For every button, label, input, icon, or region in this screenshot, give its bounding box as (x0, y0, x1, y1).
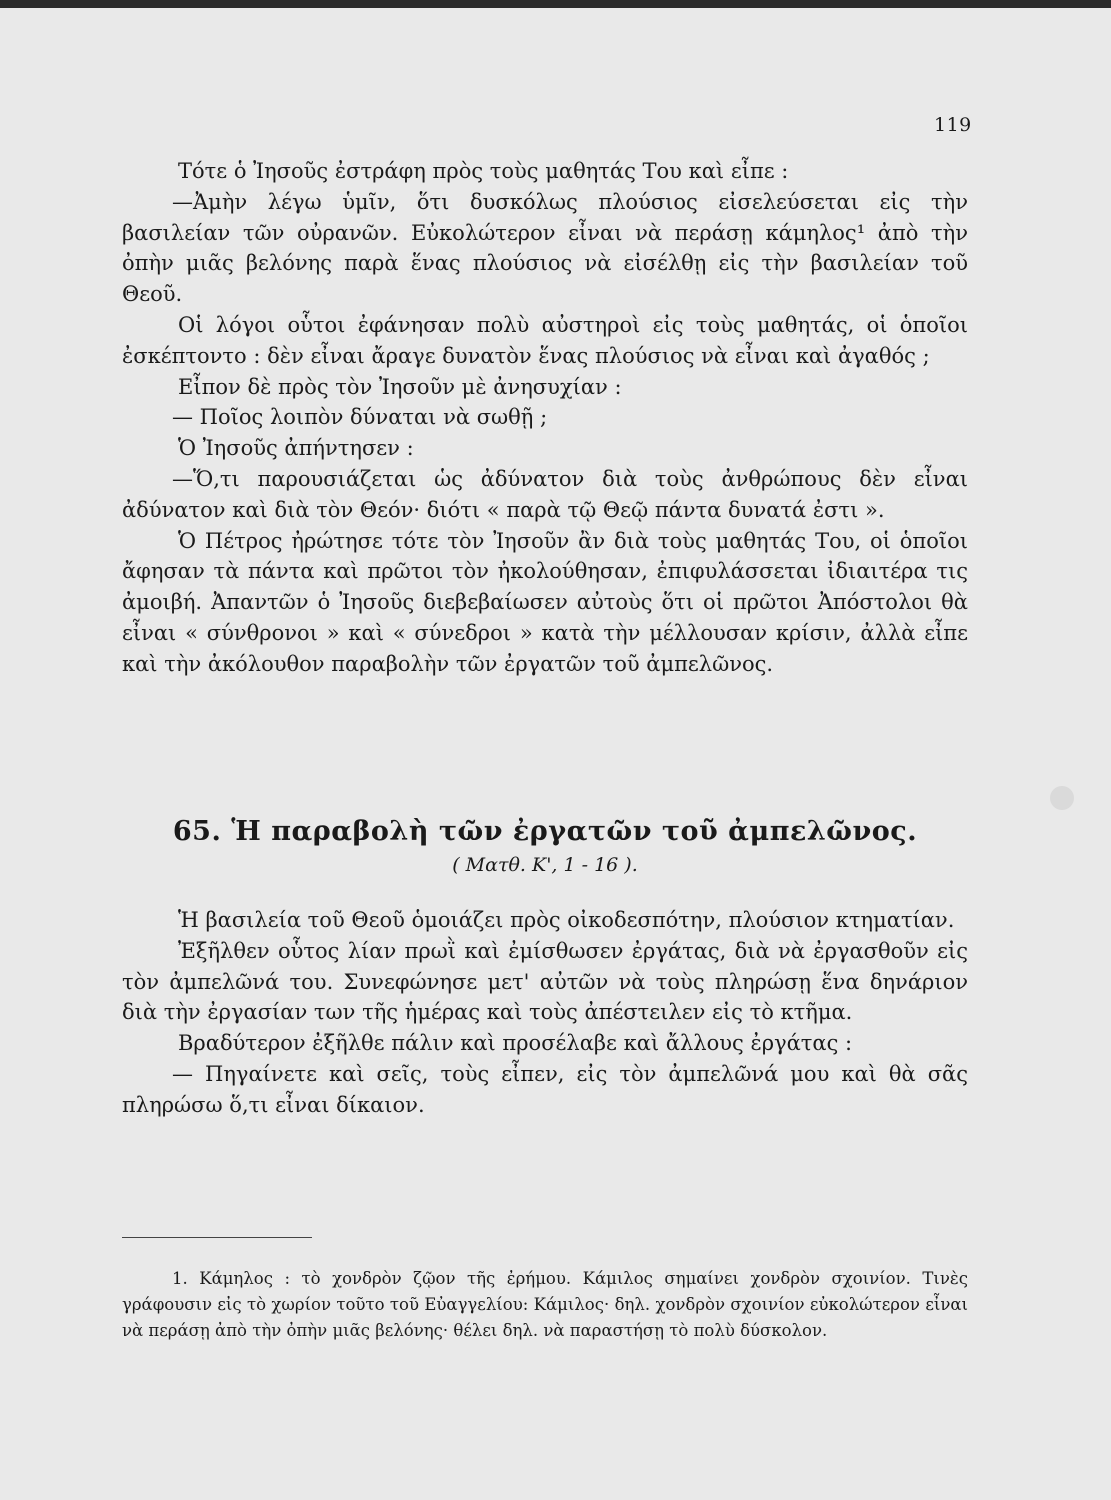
paragraph: Ὁ Ἰησοῦς ἀπήντησεν : (178, 436, 414, 461)
section-title: 65. Ἡ παραβολὴ τῶν ἐργατῶν τοῦ ἀμπελῶνος. (172, 816, 918, 847)
scan-top-edge (0, 0, 1111, 8)
footnote-rule (122, 1237, 312, 1238)
paragraph: —Ὅ,τι παρουσιάζεται ὡς ἀδύνατον διὰ τοὺς ἀνθρώπους δὲν εἶναι ἀδύνατον καὶ διὰ τὸν Θεόν· διότι « παρὰ τῷ Θεῷ πάντα δυνατά ἐστι ». (122, 466, 968, 522)
paragraph: Οἱ λόγοι οὗτοι ἐφάνησαν πολὺ αὐστηροὶ εἰς τοὺς μαθητάς, οἱ ὁποῖοι ἐσκέπτοντο : δὲν εἶναι ἄραγε δυνατὸν ἕνας πλούσιος νὰ εἶναι καὶ ἀγαθός ; (122, 312, 968, 368)
paragraph: Ἡ βασιλεία τοῦ Θεοῦ ὁμοιάζει πρὸς οἰκοδεσπότην, πλούσιον κτηματίαν. (178, 908, 955, 932)
paragraph: —Ἀμὴν λέγω ὑμῖν, ὅτι δυσκόλως πλούσιος εἰσελεύσεται εἰς τὴν βασιλείαν τῶν οὐρανῶν. Εὐκολώτερον εἶναι νὰ περάσῃ κάμηλος¹ ἀπὸ τὴν ὀπὴν μιᾶς βελόνης παρὰ ἕνας πλούσιος νὰ εἰσέλθῃ εἰς τὴν βασιλείαν τοῦ Θεοῦ. (122, 189, 968, 307)
paragraph: — Ποῖος λοιπὸν δύναται νὰ σωθῇ ; (172, 405, 548, 430)
body-text-lower (122, 905, 968, 1121)
paragraph: Τότε ὁ Ἰησοῦς ἐστράφη πρὸς τοὺς μαθητάς Του καὶ εἶπε : (178, 159, 789, 183)
paragraph: Ἐξῆλθεν οὗτος λίαν πρωῒ καὶ ἐμίσθωσεν ἐργάτας, διὰ νὰ ἐργασθοῦν εἰς τὸν ἀμπελῶνά του. Συνεφώνησε μετ' αὐτῶν νὰ τοὺς πληρώσῃ ἕνα δηνάριον διὰ τὴν ἐργασίαν των τῆς ἡμέρας καὶ τοὺς ἀπέστειλεν εἰς τὸ κτῆμα. (122, 938, 968, 1025)
paragraph: — Πηγαίνετε καὶ σεῖς, τοὺς εἶπεν, εἰς τὸν ἀμπελῶνά μου καὶ θὰ σᾶς πληρώσω ὅ,τι εἶναι δίκαιον. (122, 1061, 968, 1117)
footnote-text: 1. Κάμηλος : τὸ χονδρὸν ζῷον τῆς ἐρήμου. Κάμιλος σημαίνει χονδρὸν σχοινίον. Τινὲς γράφουσιν εἰς τὸ χωρίον τοῦτο τοῦ Εὐαγγελίου: Κάμιλος· δηλ. χονδρὸν σχοινίον εὐκολώτερον εἶναι νὰ περάσῃ ἀπὸ τὴν ὀπὴν μιᾶς βελόνης· θέλει δηλ. νὰ παραστήσῃ τὸ πολὺ δύσκολον. (122, 1269, 968, 1340)
paragraph: Ὁ Πέτρος ἠρώτησε τότε τὸν Ἰησοῦν ἂν διὰ τοὺς μαθητάς Του, οἱ ὁποῖοι ἄφησαν τὰ πάντα καὶ πρῶτοι τὸν ἠκολούθησαν, ἐπιφυλάσσεται ἰδιαιτέρα τις ἀμοιβή. Ἀπαντῶν ὁ Ἰησοῦς διεβεβαίωσεν αὐτοὺς ὅτι οἱ πρῶτοι Ἀπόστολοι θὰ εἶναι « σύνθρονοι » καὶ « σύνεδροι » κατὰ τὴν μέλλουσαν κρίσιν, ἀλλὰ εἶπε καὶ τὴν ἀκόλουθον παραβολὴν τῶν ἐργατῶν τοῦ ἀμπελῶνος. (122, 528, 968, 676)
section-reference: ( Ματθ. Κ', 1 - 16 ). (452, 854, 638, 876)
scan-spot (1050, 786, 1074, 810)
section-heading (122, 814, 968, 876)
paragraph: Βραδύτερον ἐξῆλθε πάλιν καὶ προσέλαβε καὶ ἄλλους ἐργάτας : (178, 1031, 853, 1056)
footnote (122, 1266, 968, 1344)
page-number: 119 (934, 114, 972, 136)
body-text-upper (122, 156, 968, 680)
paragraph: Εἶπον δὲ πρὸς τὸν Ἰησοῦν μὲ ἀνησυχίαν : (178, 374, 622, 399)
